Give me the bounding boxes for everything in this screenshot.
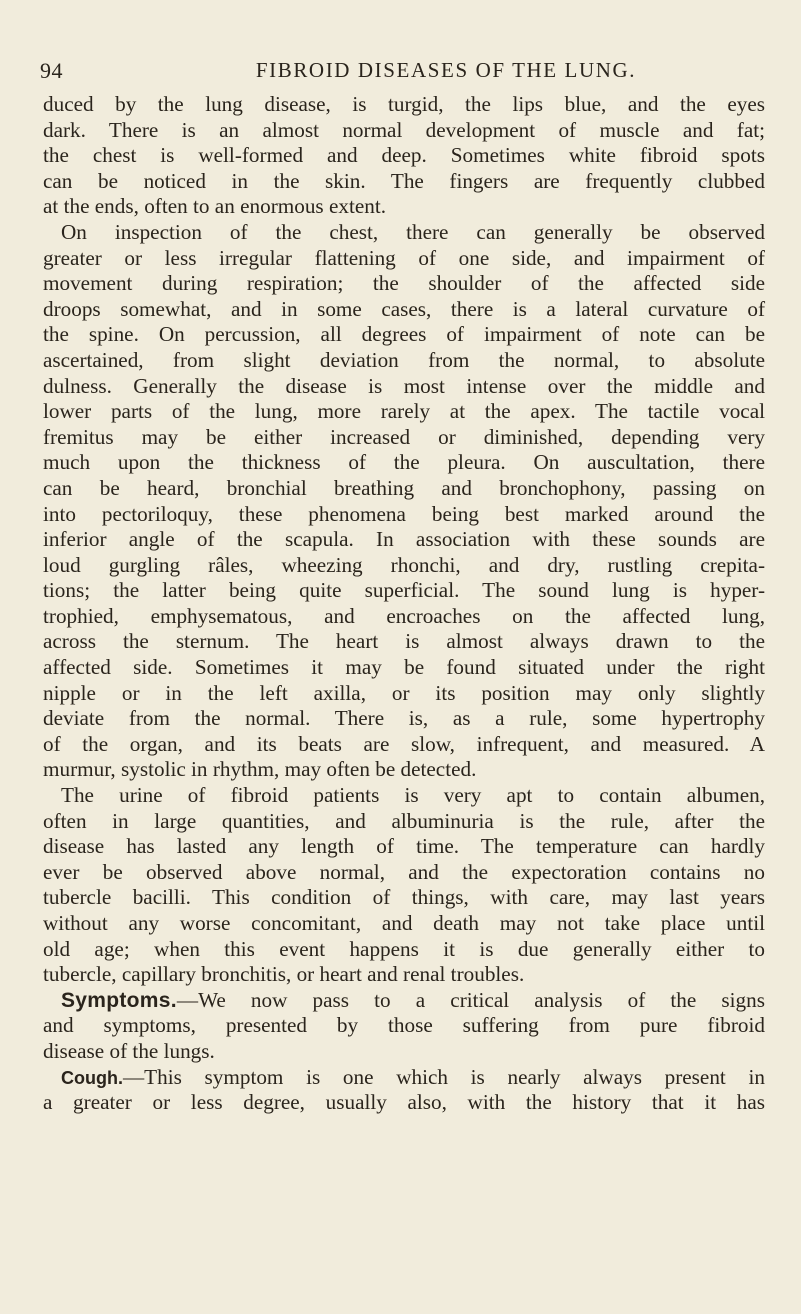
text-run: —We now pass to a critical analysis of the signs (176, 987, 765, 1012)
text-line: inferior angle of the scapula. In association with these sounds are (43, 527, 765, 552)
text-line: disease has lasted any length of time. The temperature can hardly (43, 834, 765, 859)
text-line: tubercle, capillary bronchitis, or heart and renal troubles. (43, 962, 525, 987)
text-line: murmur, systolic in rhythm, may often be detected. (43, 757, 477, 782)
text-run: —This symptom is one which is nearly always present in (122, 1064, 765, 1089)
text-line: On inspection of the chest, there can generally be observed (61, 219, 765, 244)
text-line: the spine. On percussion, all degrees of impairment of note can be (43, 322, 765, 347)
running-title: FIBROID DISEASES OF THE LUNG. (255, 58, 637, 82)
text-line: The urine of fibroid patients is very apt to contain albumen, (61, 783, 765, 808)
text-line: loud gurgling râles, wheezing rhonchi, and dry, rustling crepita- (43, 552, 765, 577)
text-line: much upon the thickness of the pleura. On auscultation, there (43, 450, 765, 475)
text-line: can be noticed in the skin. The fingers are frequently clubbed (43, 168, 765, 193)
text-line: tubercle bacilli. This condition of things, with care, may last years (43, 885, 765, 910)
text-line: of the organ, and its beats are slow, infrequent, and measured. A (43, 731, 765, 756)
text-line: old age; when this event happens it is due generally either to (43, 936, 765, 961)
text-line: into pectoriloquy, these phenomena being best marked around the (43, 501, 765, 526)
section-heading-symptoms: Symptoms. (61, 988, 177, 1012)
page-header (40, 58, 762, 88)
text-line: ever be observed above normal, and the expectoration contains no (43, 859, 765, 884)
text-line: dark. There is an almost normal development of muscle and fat; (43, 117, 765, 142)
text-line: greater or less irregular flattening of one side, and impairment of (43, 245, 765, 270)
cough-paragraph-start (43, 1065, 765, 1091)
text-line: can be heard, bronchial breathing and bronchophony, passing on (43, 475, 765, 500)
text-line: affected side. Sometimes it may be found situated under the right (43, 655, 765, 680)
text-line: without any worse concomitant, and death may not take place until (43, 911, 765, 935)
body-text (43, 92, 765, 1116)
text-line: a greater or less degree, usually also, with the history that it has (43, 1090, 765, 1115)
text-line: tions; the latter being quite superficial. The sound lung is hyper- (43, 578, 765, 603)
text-line: disease of the lungs. (43, 1038, 215, 1063)
text-line: droops somewhat, and in some cases, there is a lateral curvature of (43, 296, 765, 321)
page-number: 94 (40, 58, 63, 83)
text-line: movement during respiration; the shoulder of the affected side (43, 271, 765, 296)
text-line: across the sternum. The heart is almost always drawn to the (43, 629, 765, 654)
text-line: and symptoms, presented by those suffering from pure fibroid (43, 1013, 765, 1038)
text-line: trophied, emphysematous, and encroaches on the affected lung, (43, 603, 765, 628)
text-line: duced by the lung disease, is turgid, the lips blue, and the eyes (43, 92, 765, 116)
text-line: ascertained, from slight deviation from the normal, to absolute (43, 347, 765, 372)
text-line: deviate from the normal. There is, as a rule, some hypertrophy (43, 706, 765, 731)
text-line: often in large quantities, and albuminuria is the rule, after the (43, 808, 765, 833)
text-line: nipple or in the left axilla, or its position may only slightly (43, 680, 765, 705)
symptoms-paragraph-start (43, 988, 765, 1014)
text-line: fremitus may be either increased or diminished, depending very (43, 424, 765, 449)
text-line: dulness. Generally the disease is most intense over the middle and (43, 373, 765, 398)
section-heading-cough: Cough. (61, 1067, 123, 1088)
text-line: lower parts of the lung, more rarely at the apex. The tactile vocal (43, 399, 765, 424)
text-line: the chest is well-formed and deep. Sometimes white fibroid spots (43, 143, 765, 168)
text-line: at the ends, often to an enormous extent. (43, 194, 387, 219)
